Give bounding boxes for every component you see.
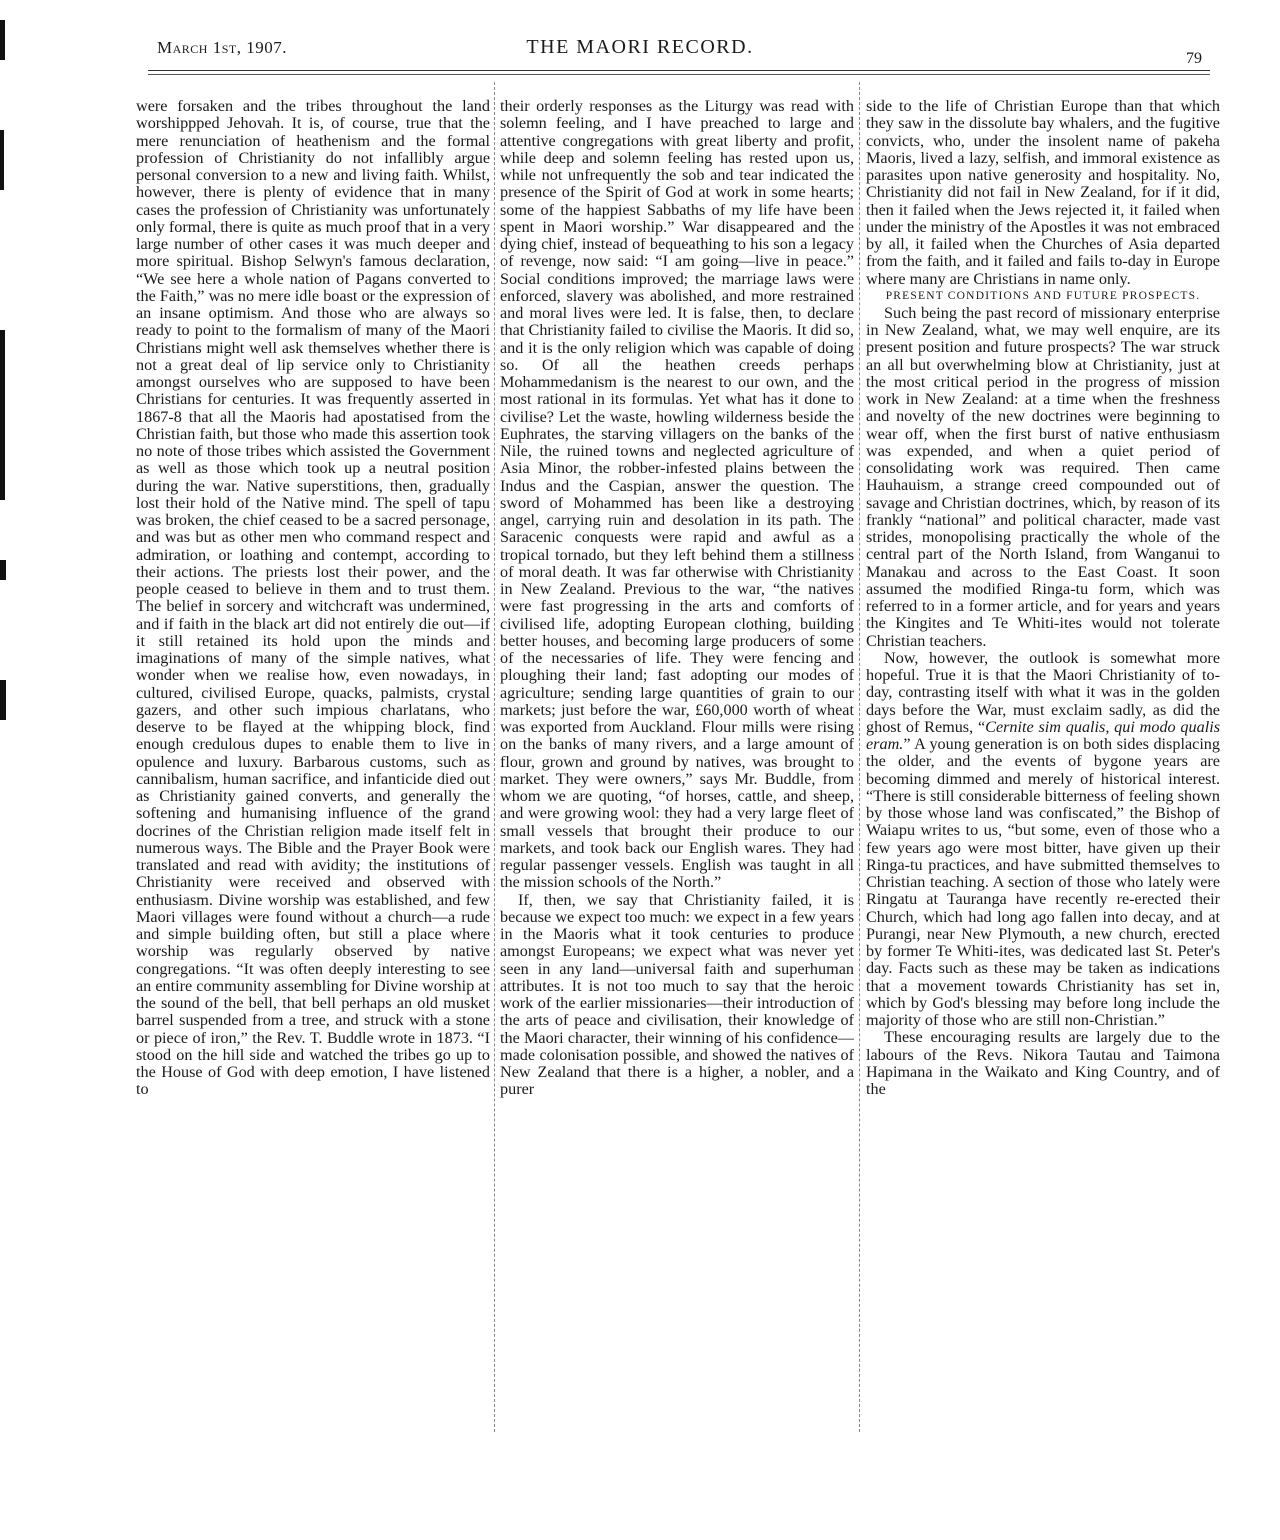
article-column-1 xyxy=(136,98,490,1099)
column-divider xyxy=(859,82,860,1432)
page-number: 79 xyxy=(1186,50,1202,67)
latin-quotation: Cernite sim qualis, qui modo qualis eram. xyxy=(866,717,1220,753)
scan-edge-mark xyxy=(0,20,5,60)
article-column-2 xyxy=(500,98,854,1099)
column-divider xyxy=(494,82,495,1432)
paragraph: side to the life of Christian Europe than that which they saw in the dissolute bay whalers, and the fugitive convicts, who, under the insolent name of pakeha Maoris, lived a lazy, selfish, and immoral existence as parasites upon native generosity and hospitality. No, Christianity did not fail in New Zealand, for if it did, then it failed when the Jews rejected it, it failed when under the ministry of the Apostles it was not embraced by all, it failed when the Churches of Asia departed from the faith, and it failed and fails to-day in Europe where many are Christians in name only. xyxy=(866,97,1220,288)
scan-edge-mark xyxy=(0,330,5,500)
paragraph: their orderly responses as the Liturgy was read with solemn feeling, and I have preached to large and attentive congregations with great liberty and profit, while deep and solemn feeling has rested upon us, while not unfrequently the sob and tear indicated the presence of the Spirit of God at work in some hearts; some of the happiest Sabbaths of my life have been spent in Maori worship.” War disappeared and the dying chief, instead of bequeathing to his son a legacy of revenge, now said: “I am going—live in peace.” Social conditions improved; the marriage laws were enforced, slavery was abolished, and more restrained and moral lives were led. It is false, then, to declare that Christianity failed to civilise the Maoris. It did so, and it is the only religion which was capable of doing so. Of all the heathen creeds perhaps Mohammedanism is the nearest to our own, and the most rational in its formulas. Yet what has it done to civilise? Let the waste, howling wilderness beside the Euphrates, the starving villagers on the banks of the Nile, the ruined towns and neglected agriculture of Asia Minor, the robber-infested plains between the Indus and the Caspian, answer the question. The sword of Mohammed has been like a destroying angel, carrying ruin and desolation in its path. The Saracenic conquests were rapid and awful as a tropical tornado, but they left behind them a stillness of moral death. It was far otherwise with Christianity in New Zealand. Previous to the war, “the natives were fast progressing in the arts and comforts of civilised life, adopting European clothing, building better houses, and becoming large producers of some of the necessaries of life. They were fencing and ploughing their land; fast adopting our modes of agriculture; sending large quantities of grain to our markets; just before the war, £60,000 worth of wheat was exported from Auckland. Flour mills were rising on the banks of many rivers, and a large amount of flour, grown and ground by natives, was brought to market. They were owners,” says Mr. Buddle, from whom we are quoting, “of horses, cattle, and sheep, and were growing wool: they had a very large fleet of small vessels that brought their produce to our markets, and took back our English wares. They had regular passenger vessels. English was taught in all the mission schools of the North.” xyxy=(500,97,854,892)
scan-edge-mark xyxy=(0,130,4,190)
paragraph: were forsaken and the tribes throughout the land worshippped Jehovah. It is, of course, true that the mere renunciation of heathenism and the formal profession of Christianity do not infallibly argue personal conversion to a new and living faith. Whilst, however, there is plenty of evidence that in many cases the profession of Christianity was unfortunately only formal, there is quite as much proof that in a very large number of other cases it was much deeper and more spiritual. Bishop Selwyn's famous declaration, “We see here a whole nation of Pagans converted to the Faith,” was no mere idle boast or the expression of an insane optimism. And those who are always so ready to point to the formalism of many of the Maori Christians might well ask themselves whether there is not a great deal of lip service only to Christianity amongst ourselves who are supposed to have been Christians for centuries. It was frequently asserted in 1867-8 that all the Maoris had apostatised from the Christian faith, but those who made this assertion took no note of those tribes which assisted the Government as well as those which took up a neutral position during the war. Native superstitions, then, gradually lost their hold of the Native mind. The spell of tapu was broken, the chief ceased to be a sacred personage, and was but as other men who command respect and admiration, or loathing and contempt, according to their actions. The priests lost their power, and the people ceased to believe in them and to trust them. The belief in sorcery and witchcraft was undermined, and if faith in the black art did not entirely die out—if it still retained its hold upon the minds and imaginations of many of the simple natives, what wonder when we realise how, even nowadays, in cultured, civilised Europe, quacks, palmists, crystal gazers, and other such impious charlatans, who deserve to be flayed at the whipping block, find enough credulous dupes to enable them to live in opulence and luxury. Barbarous customs, such as cannibalism, human sacrifice, and infanticide died out as Christianity gained converts, and generally the softening and humanising influence of the grand docrines of the Christian religion made itself felt in numerous ways. The Bible and the Prayer Book were translated and read with avidity; the institutions of Christianity were received and observed with enthusiasm. Divine worship was established, and few Maori villages were found without a church—a rude and simple building often, but still a place where worship was regularly observed by native congregations. “It was often deeply interesting to see an entire community assembling for Divine worship at the sound of the bell, that bell perhaps an old musket barrel suspended from a tree, and struck with a stone or piece of iron,” the Rev. T. Buddle wrote in 1873. “I stood on the hill side and watched the tribes go up to the House of God with deep emotion, I have listened to xyxy=(136,97,490,1099)
paragraph: If, then, we say that Christianity failed, it is because we expect too much: we expect in a few years in the Maoris what it took centuries to produce amongst Europeans; we expect what was never yet seen in any land—universal faith and superhuman attributes. It is not too much to say that the heroic work of the earlier missionaries—their introduction of the arts of peace and civilisation, their knowledge of the Maori character, their winning of his confidence—made colonisation possible, and showed the natives of New Zealand that there is a higher, a nobler, and a purer xyxy=(500,890,854,1099)
scan-edge-mark xyxy=(0,680,6,720)
header-rule-lower xyxy=(148,74,1210,75)
paragraph-text: ” A young generation is on both sides displacing the older, and the events of bygone years are becoming dimmed and merely of historical interest. “There is still considerable bitterness of feeling shown by those whose land was confiscated,” the Bishop of Waiapu writes to us, “but some, even of those who a few years ago were most bitter, have given up their Ringa-tu practices, and have submitted themselves to Christian teaching. A section of those who lately were Ringatu at Tauranga have recently re-erected their Church, which had long ago fallen into decay, and at Purangi, near New Plymouth, a new church, erected by former Te Whiti-ites, was dedicated last St. Peter's day. Facts such as these may be taken as indications that a movement towards Christianity has set in, which by God's blessing may before long include the majority of those who are still non-Christian.” xyxy=(866,735,1220,1029)
issue-date: March 1st, 1907. xyxy=(157,38,287,57)
scan-edge-mark xyxy=(0,560,6,580)
paragraph-text: Now, however, the outlook is somewhat more hopeful. True it is that the Maori Christianity of to-day, contrasting itself with what it was in the golden days before the War, must exclaim sadly, as did the ghost of Remus, “ xyxy=(866,648,1220,736)
publication-title: THE MAORI RECORD. xyxy=(526,36,754,58)
section-subheading: PRESENT CONDITIONS AND FUTURE PROSPECTS. xyxy=(885,289,1201,302)
paragraph: Such being the past record of missionary enterprise in New Zealand, what, we may well enquire, are its present position and future prospects? The war struck an all but overwhelming blow at Christianity, just at the most critical period in the progress of mission work in New Zealand: at a time when the freshness and novelty of the new doctrines were beginning to wear off, when the first burst of native enthusiasm was expended, and when a quiet period of consolidating work was required. Then came Hauhauism, a strange creed compounded out of savage and Christian doctrines, which, by reason of its frankly “national” and political character, made vast strides, monopolising practically the whole of the central part of the North Island, from Wanganui to Manakau and across to the East Coast. It soon assumed the modified Ringa-tu form, which was referred to in a former article, and for years and years the Kingites and Te Whiti-ites would not tolerate Christian teachers. xyxy=(866,303,1220,650)
paragraph: These encouraging results are largely due to the labours of the Revs. Nikora Tautau and Taimona Hapimana in the Waikato and King Country, and of the xyxy=(866,1028,1220,1098)
article-column-3 xyxy=(866,98,1220,1098)
header-rule xyxy=(148,70,1210,71)
paragraph xyxy=(866,650,1220,1030)
